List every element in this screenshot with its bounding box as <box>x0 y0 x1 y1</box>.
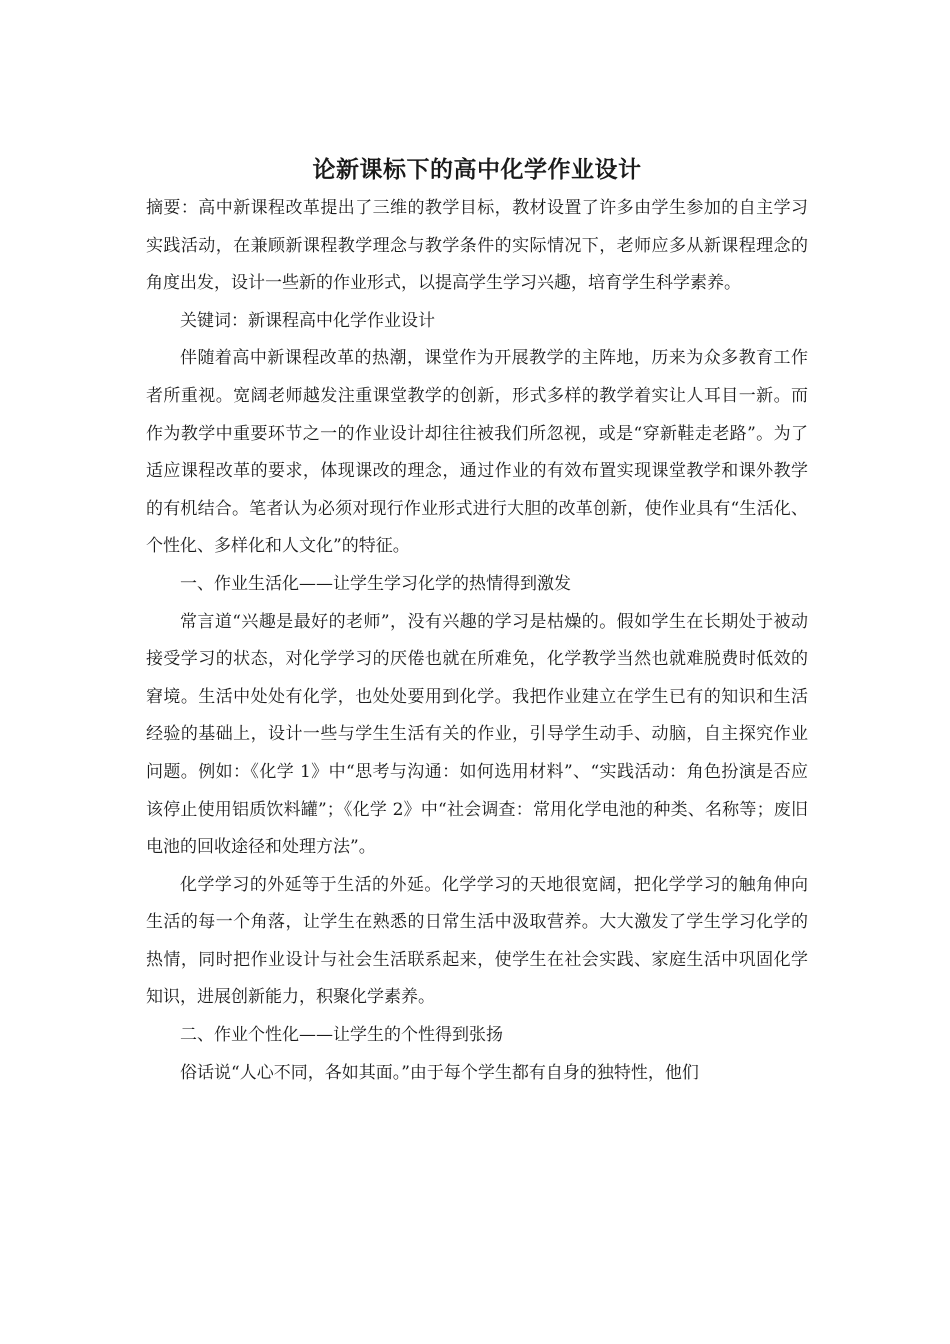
section-1-paragraph-1: 常言道“兴趣是最好的老师”，没有兴趣的学习是枯燥的。假如学生在长期处于被动接受学习的状态，对化学学习的厌倦也就在所难免，化学教学当然也就难脱费时低效的窘境。生活中处处有化学，也处处要用到化学。我把作业建立在学生已有的知识和生活经验的基础上，设计一些与学生生活有关的作业，引导学生动手、动脑，自主探究作业问题。例如：《化学 1》中“思考与沟通：如何选用材料”、“实践活动：角色扮演是否应该停止使用铝质饮料罐”；《化学 2》中“社会调查：常用化学电池的种类、名称等；废旧电池的回收途径和处理方法”。 <box>146 611 808 858</box>
document-body <box>146 150 808 1092</box>
section-1-heading: 一、作业生活化——让学生学习化学的热情得到激发 <box>180 573 571 594</box>
keywords-paragraph: 关键词：新课程高中化学作业设计 <box>180 310 435 331</box>
section-2-heading: 二、作业个性化——让学生的个性得到张扬 <box>180 1025 503 1046</box>
intro-paragraph: 伴随着高中新课程改革的热潮，课堂作为开展教学的主阵地，历来为众多教育工作者所重视。宽阔老师越发注重课堂教学的创新，形式多样的教学着实让人耳目一新。而作为教学中重要环节之一的作业设计却往往被我们所忽视，或是“穿新鞋走老路”。为了适应课程改革的要求，体现课改的理念，通过作业的有效布置实现课堂教学和课外教学的有机结合。笔者认为必须对现行作业形式进行大胆的改革创新，使作业具有“生活化、个性化、多样化和人文化”的特征。 <box>146 348 808 557</box>
abstract-paragraph: 摘要：高中新课程改革提出了三维的教学目标，教材设置了许多由学生参加的自主学习实践活动，在兼顾新课程教学理念与教学条件的实际情况下，老师应多从新课程理念的角度出发，设计一些新的作业形式，以提高学生学习兴趣，培育学生科学素养。 <box>146 198 808 294</box>
section-2-paragraph-1: 俗话说“人心不同，各如其面。”由于每个学生都有自身的独特性，他们 <box>180 1062 699 1083</box>
section-1-paragraph-2: 化学学习的外延等于生活的外延。化学学习的天地很宽阔，把化学学习的触角伸向生活的每一个角落，让学生在熟悉的日常生活中汲取营养。大大激发了学生学习化学的热情，同时把作业设计与社会生活联系起来，使学生在社会实践、家庭生活中巩固化学知识，进展创新能力，积聚化学素养。 <box>146 874 808 1008</box>
document-title: 论新课标下的高中化学作业设计 <box>312 157 642 183</box>
